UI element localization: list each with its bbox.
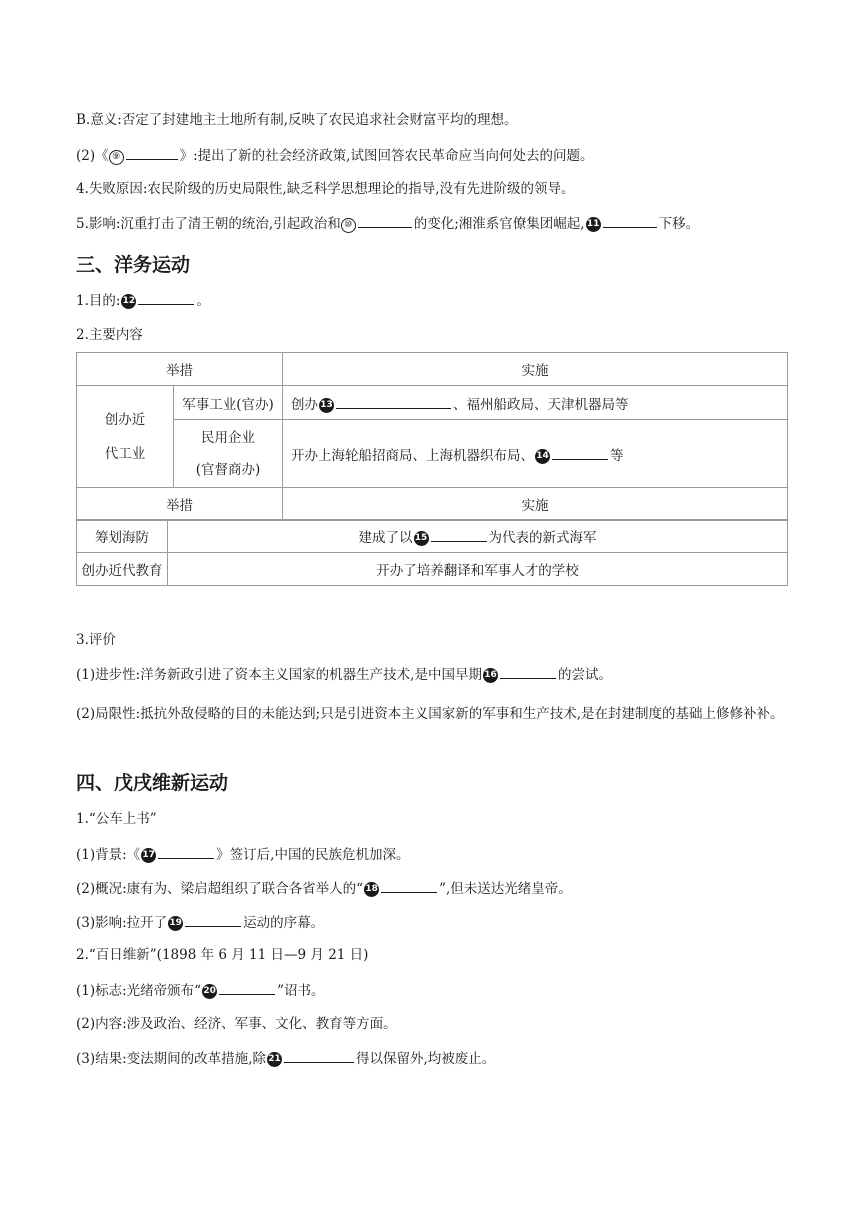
content-line: (2)内容:涉及政治、经济、军事、文化、教育等方面。 (76, 1016, 397, 1032)
evaluation-label: 3.评价 (76, 632, 116, 648)
fill-blank-19[interactable] (185, 912, 241, 927)
blank-number-11: 11 (586, 217, 601, 232)
fill-blank-16[interactable] (500, 664, 556, 679)
gongche-label: 1.“公车上书” (76, 811, 157, 827)
text: (1)背景:《 (76, 847, 141, 863)
civil-enterprise-impl (283, 420, 788, 488)
table-header-impl: 实施 (283, 353, 788, 386)
main-content-label: 2.主要内容 (76, 327, 143, 343)
blank-number-15: 15 (414, 531, 429, 546)
text: 下移。 (658, 216, 700, 232)
text: (2)概况:康有为、梁启超组织了联合各省举人的“ (76, 881, 364, 897)
text: 1.目的: (76, 293, 121, 309)
fill-blank-20[interactable] (219, 980, 275, 995)
text: (1)标志:光绪帝颁布“ (76, 983, 202, 999)
table-row (77, 420, 788, 488)
failure-reason-line: 4.失败原因:农民阶级的历史局限性,缺乏科学思想理论的指导,没有先进阶级的领导。 (76, 181, 575, 197)
fill-blank-9[interactable] (126, 145, 178, 160)
fill-blank-12[interactable] (138, 290, 194, 305)
mark-line (76, 980, 324, 1001)
blank-number-12: 12 (121, 294, 136, 309)
navy-impl (168, 520, 788, 553)
fill-blank-13[interactable] (336, 394, 451, 409)
text: 》:提出了新的社会经济政策,试图回答农民革命应当向何处去的问题。 (179, 148, 594, 164)
blank-number-19: 19 (168, 916, 183, 931)
text: (3)影响:拉开了 (76, 915, 168, 931)
fill-blank-15[interactable] (431, 527, 487, 542)
hundred-days-label: 2.“百日维新”(1898 年 6 月 11 日—9 月 21 日) (76, 947, 369, 963)
fill-blank-21[interactable] (284, 1048, 354, 1063)
blank-number-18: 18 (364, 882, 379, 897)
blank-number-10: ⑩ (341, 218, 356, 233)
text: 开办上海轮船招商局、上海机器织布局、 (291, 447, 534, 464)
tianchao-line (76, 145, 593, 166)
text: 创办近 (104, 411, 146, 428)
meaning-line: B.意义:否定了封建地主土地所有制,反映了农民追求社会财富平均的理想。 (76, 112, 518, 128)
text: ”诏书。 (277, 983, 325, 999)
fill-blank-14[interactable] (552, 445, 608, 460)
blank-number-16: 16 (483, 668, 498, 683)
text: ”,但未送达光绪皇帝。 (439, 881, 572, 897)
table-header-impl-2: 实施 (283, 488, 788, 521)
text: 、福州船政局、天津机器局等 (453, 396, 629, 413)
text: 》签订后,中国的民族危机加深。 (216, 847, 410, 863)
table-row (77, 386, 788, 420)
blank-number-14: 14 (535, 449, 550, 464)
limitation-line: (2)局限性:抵抗外敌侵略的目的未能达到;只是引进资本主义国家新的军事和生产技术,是在封建制度的基础上修修补补。 (76, 706, 784, 722)
industry-label (77, 386, 174, 488)
civil-enterprise-label (174, 420, 283, 488)
blank-number-9: ⑨ (109, 150, 124, 165)
table-header-measure: 举措 (77, 353, 283, 386)
yangwu-content-table (76, 352, 788, 521)
table-header-row (77, 488, 788, 521)
blank-number-13: 13 (319, 398, 334, 413)
blank-number-20: 20 (202, 984, 217, 999)
blank-number-21: 21 (267, 1052, 282, 1067)
text: 得以保留外,均被废止。 (355, 1051, 496, 1067)
text: 5.影响:沉重打击了清王朝的统治,引起政治和 (76, 216, 341, 232)
military-industry-impl (283, 386, 788, 420)
table-header-row (77, 353, 788, 386)
section-heading-yangwu: 三、洋务运动 (76, 254, 191, 276)
text: 创办 (291, 396, 318, 413)
text: 民用企业 (201, 429, 255, 446)
fill-blank-10[interactable] (358, 213, 412, 228)
education-label: 创办近代教育 (77, 553, 168, 586)
education-impl: 开办了培养翻译和军事人才的学校 (168, 553, 788, 586)
text: (1)进步性:洋务新政引进了资本主义国家的机器生产技术,是中国早期 (76, 667, 482, 683)
text: 为代表的新式海军 (488, 530, 597, 546)
text: (2)《 (76, 148, 109, 164)
fill-blank-11[interactable] (603, 213, 657, 228)
background-line (76, 844, 409, 865)
blank-number-17: 17 (141, 848, 156, 863)
result-line (76, 1048, 495, 1069)
text: (3)结果:变法期间的改革措施,除 (76, 1051, 266, 1067)
text: 等 (610, 447, 624, 464)
goal-line (76, 290, 210, 311)
text: 建成了以 (358, 530, 413, 546)
effect-line (76, 912, 324, 933)
military-industry-label: 军事工业(官办) (174, 386, 283, 420)
overview-line (76, 878, 572, 899)
table-header-measure-2: 举措 (77, 488, 283, 521)
yangwu-content-table-lower (76, 519, 788, 586)
section-heading-wuxu: 四、戊戌维新运动 (76, 772, 229, 794)
navy-label: 筹划海防 (77, 520, 168, 553)
table-row (77, 520, 788, 553)
text: (官督商办) (195, 461, 261, 478)
text: 的尝试。 (557, 667, 612, 683)
text: 的变化;湘淮系官僚集团崛起, (413, 216, 585, 232)
progress-line (76, 664, 612, 685)
fill-blank-17[interactable] (158, 844, 214, 859)
table-row (77, 553, 788, 586)
text: 运动的序幕。 (243, 915, 325, 931)
text: 。 (196, 293, 210, 309)
text: 代工业 (104, 445, 146, 462)
impact-line (76, 213, 699, 234)
fill-blank-18[interactable] (381, 878, 437, 893)
